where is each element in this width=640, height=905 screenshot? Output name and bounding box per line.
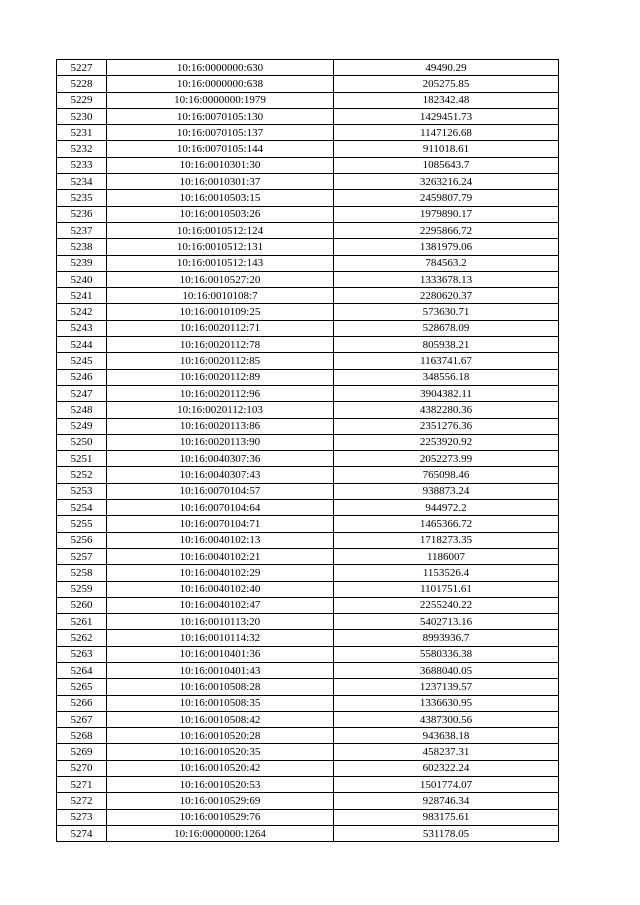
value-cell: 458237.31: [334, 744, 559, 760]
value-cell: 1381979.06: [334, 239, 559, 255]
row-number-cell: 5230: [57, 108, 107, 124]
value-cell: 5580336.38: [334, 646, 559, 662]
value-cell: 1465366.72: [334, 516, 559, 532]
table-row: [57, 565, 559, 581]
cadastral-number-cell: 10:16:0010113:20: [107, 614, 334, 630]
row-number-cell: 5227: [57, 60, 107, 76]
cadastral-number-cell: 10:16:0010520:53: [107, 777, 334, 793]
row-number-cell: 5256: [57, 532, 107, 548]
cadastral-number-cell: 10:16:0020112:71: [107, 320, 334, 336]
table-row: [57, 369, 559, 385]
cadastral-number-cell: 10:16:0040307:36: [107, 451, 334, 467]
value-cell: 1085643.7: [334, 157, 559, 173]
table-row: [57, 500, 559, 516]
table-row: [57, 222, 559, 238]
cadastral-number-cell: 10:16:0040102:47: [107, 597, 334, 613]
value-cell: 1718273.35: [334, 532, 559, 548]
table-row: [57, 597, 559, 613]
table-row: [57, 532, 559, 548]
row-number-cell: 5272: [57, 793, 107, 809]
row-number-cell: 5257: [57, 548, 107, 564]
table-row: [57, 271, 559, 287]
value-cell: 1186007: [334, 548, 559, 564]
table-row: [57, 646, 559, 662]
table-row: [57, 108, 559, 124]
table-row: [57, 60, 559, 76]
value-cell: 1237139.57: [334, 679, 559, 695]
value-cell: 3263216.24: [334, 174, 559, 190]
row-number-cell: 5260: [57, 597, 107, 613]
table-row: [57, 679, 559, 695]
cadastral-number-cell: 10:16:0010520:28: [107, 728, 334, 744]
cadastral-number-cell: 10:16:0040102:40: [107, 581, 334, 597]
row-number-cell: 5235: [57, 190, 107, 206]
cadastral-number-cell: 10:16:0000000:1264: [107, 825, 334, 841]
value-cell: 938873.24: [334, 483, 559, 499]
row-number-cell: 5270: [57, 760, 107, 776]
row-number-cell: 5240: [57, 271, 107, 287]
table-row: [57, 483, 559, 499]
table-row: [57, 288, 559, 304]
value-cell: 573630.71: [334, 304, 559, 320]
table-row: [57, 777, 559, 793]
row-number-cell: 5261: [57, 614, 107, 630]
value-cell: 531178.05: [334, 825, 559, 841]
row-number-cell: 5242: [57, 304, 107, 320]
table-row: [57, 76, 559, 92]
value-cell: 1101751.61: [334, 581, 559, 597]
table-row: [57, 516, 559, 532]
row-number-cell: 5247: [57, 385, 107, 401]
value-cell: 1979890.17: [334, 206, 559, 222]
row-number-cell: 5249: [57, 418, 107, 434]
cadastral-number-cell: 10:16:0020112:89: [107, 369, 334, 385]
value-cell: 1429451.73: [334, 108, 559, 124]
row-number-cell: 5248: [57, 402, 107, 418]
value-cell: 2459807.79: [334, 190, 559, 206]
row-number-cell: 5255: [57, 516, 107, 532]
table-row: [57, 825, 559, 841]
row-number-cell: 5245: [57, 353, 107, 369]
cadastral-number-cell: 10:16:0020112:85: [107, 353, 334, 369]
value-cell: 805938.21: [334, 337, 559, 353]
value-cell: 1333678.13: [334, 271, 559, 287]
value-cell: 784563.2: [334, 255, 559, 271]
table-row: [57, 402, 559, 418]
cadastral-number-cell: 10:16:0020113:86: [107, 418, 334, 434]
table-row: [57, 125, 559, 141]
cadastral-number-cell: 10:16:0010301:30: [107, 157, 334, 173]
row-number-cell: 5234: [57, 174, 107, 190]
row-number-cell: 5274: [57, 825, 107, 841]
value-cell: 4382280.36: [334, 402, 559, 418]
row-number-cell: 5268: [57, 728, 107, 744]
value-cell: 8993936.7: [334, 630, 559, 646]
cadastral-number-cell: 10:16:0010401:43: [107, 662, 334, 678]
value-cell: 49490.29: [334, 60, 559, 76]
table-row: [57, 711, 559, 727]
table-row: [57, 304, 559, 320]
cadastral-number-cell: 10:16:0010109:25: [107, 304, 334, 320]
value-cell: 205275.85: [334, 76, 559, 92]
table-row: [57, 320, 559, 336]
cadastral-number-cell: 10:16:0010529:76: [107, 809, 334, 825]
value-cell: 3688040.05: [334, 662, 559, 678]
cadastral-number-cell: 10:16:0010301:37: [107, 174, 334, 190]
table-row: [57, 451, 559, 467]
value-cell: 348556.18: [334, 369, 559, 385]
row-number-cell: 5269: [57, 744, 107, 760]
table-row: [57, 614, 559, 630]
value-cell: 911018.61: [334, 141, 559, 157]
cadastral-number-cell: 10:16:0020112:78: [107, 337, 334, 353]
table-row: [57, 385, 559, 401]
table-row: [57, 141, 559, 157]
table-row: [57, 548, 559, 564]
value-cell: 1501774.07: [334, 777, 559, 793]
value-cell: 2255240.22: [334, 597, 559, 613]
cadastral-number-cell: 10:16:0040102:13: [107, 532, 334, 548]
table-row: [57, 581, 559, 597]
cadastral-number-cell: 10:16:0020113:90: [107, 434, 334, 450]
cadastral-number-cell: 10:16:0010503:15: [107, 190, 334, 206]
row-number-cell: 5263: [57, 646, 107, 662]
table-row: [57, 630, 559, 646]
cadastral-number-cell: 10:16:0000000:1979: [107, 92, 334, 108]
value-cell: 4387300.56: [334, 711, 559, 727]
value-cell: 983175.61: [334, 809, 559, 825]
row-number-cell: 5236: [57, 206, 107, 222]
table-row: [57, 239, 559, 255]
row-number-cell: 5244: [57, 337, 107, 353]
row-number-cell: 5243: [57, 320, 107, 336]
table-row: [57, 190, 559, 206]
row-number-cell: 5254: [57, 500, 107, 516]
table-row: [57, 695, 559, 711]
cadastral-number-cell: 10:16:0010520:35: [107, 744, 334, 760]
cadastral-number-cell: 10:16:0010508:35: [107, 695, 334, 711]
cadastral-number-cell: 10:16:0040102:29: [107, 565, 334, 581]
row-number-cell: 5229: [57, 92, 107, 108]
row-number-cell: 5265: [57, 679, 107, 695]
table-row: [57, 418, 559, 434]
value-cell: 2295866.72: [334, 222, 559, 238]
value-cell: 2351276.36: [334, 418, 559, 434]
row-number-cell: 5258: [57, 565, 107, 581]
table-row: [57, 157, 559, 173]
cadastral-number-cell: 10:16:0010512:143: [107, 255, 334, 271]
cadastral-number-cell: 10:16:0070104:64: [107, 500, 334, 516]
row-number-cell: 5241: [57, 288, 107, 304]
cadastral-number-cell: 10:16:0010401:36: [107, 646, 334, 662]
row-number-cell: 5266: [57, 695, 107, 711]
cadastral-number-cell: 10:16:0020112:96: [107, 385, 334, 401]
table-row: [57, 206, 559, 222]
row-number-cell: 5239: [57, 255, 107, 271]
value-cell: 3904382.11: [334, 385, 559, 401]
value-cell: 528678.09: [334, 320, 559, 336]
cadastral-number-cell: 10:16:0010508:42: [107, 711, 334, 727]
cadastral-number-cell: 10:16:0040307:43: [107, 467, 334, 483]
row-number-cell: 5231: [57, 125, 107, 141]
row-number-cell: 5267: [57, 711, 107, 727]
value-cell: 1147126.68: [334, 125, 559, 141]
cadastral-number-cell: 10:16:0020112:103: [107, 402, 334, 418]
cadastral-number-cell: 10:16:0010108:7: [107, 288, 334, 304]
cadastral-number-cell: 10:16:0070105:130: [107, 108, 334, 124]
value-cell: 943638.18: [334, 728, 559, 744]
value-cell: 928746.34: [334, 793, 559, 809]
row-number-cell: 5250: [57, 434, 107, 450]
table-row: [57, 255, 559, 271]
cadastral-number-cell: 10:16:0000000:638: [107, 76, 334, 92]
cadastral-number-cell: 10:16:0040102:21: [107, 548, 334, 564]
value-cell: 602322.24: [334, 760, 559, 776]
table-row: [57, 467, 559, 483]
table-row: [57, 809, 559, 825]
cadastral-number-cell: 10:16:0010114:32: [107, 630, 334, 646]
row-number-cell: 5251: [57, 451, 107, 467]
table-row: [57, 793, 559, 809]
cadastral-number-cell: 10:16:0070104:57: [107, 483, 334, 499]
value-cell: 2253920.92: [334, 434, 559, 450]
table-row: [57, 662, 559, 678]
cadastral-number-cell: 10:16:0070105:137: [107, 125, 334, 141]
cadastral-number-cell: 10:16:0010527:20: [107, 271, 334, 287]
table-row: [57, 92, 559, 108]
table-row: [57, 728, 559, 744]
row-number-cell: 5259: [57, 581, 107, 597]
table-row: [57, 760, 559, 776]
value-cell: 765098.46: [334, 467, 559, 483]
table-body: [57, 60, 559, 842]
row-number-cell: 5233: [57, 157, 107, 173]
value-cell: 944972.2: [334, 500, 559, 516]
row-number-cell: 5237: [57, 222, 107, 238]
cadastral-number-cell: 10:16:0010512:124: [107, 222, 334, 238]
value-cell: 2052273.99: [334, 451, 559, 467]
value-cell: 1163741.67: [334, 353, 559, 369]
row-number-cell: 5271: [57, 777, 107, 793]
row-number-cell: 5252: [57, 467, 107, 483]
table-row: [57, 353, 559, 369]
cadastral-number-cell: 10:16:0070104:71: [107, 516, 334, 532]
cadastral-number-cell: 10:16:0070105:144: [107, 141, 334, 157]
row-number-cell: 5264: [57, 662, 107, 678]
cadastral-number-cell: 10:16:0010512:131: [107, 239, 334, 255]
row-number-cell: 5262: [57, 630, 107, 646]
row-number-cell: 5228: [57, 76, 107, 92]
value-cell: 2280620.37: [334, 288, 559, 304]
row-number-cell: 5246: [57, 369, 107, 385]
value-cell: 1153526.4: [334, 565, 559, 581]
cadastral-number-cell: 10:16:0010520:42: [107, 760, 334, 776]
table-row: [57, 174, 559, 190]
table-row: [57, 744, 559, 760]
data-table: [56, 59, 559, 842]
table-row: [57, 434, 559, 450]
cadastral-number-cell: 10:16:0000000:630: [107, 60, 334, 76]
value-cell: 1336630.95: [334, 695, 559, 711]
row-number-cell: 5273: [57, 809, 107, 825]
table-row: [57, 337, 559, 353]
row-number-cell: 5253: [57, 483, 107, 499]
cadastral-number-cell: 10:16:0010503:26: [107, 206, 334, 222]
value-cell: 182342.48: [334, 92, 559, 108]
row-number-cell: 5232: [57, 141, 107, 157]
value-cell: 5402713.16: [334, 614, 559, 630]
cadastral-number-cell: 10:16:0010529:69: [107, 793, 334, 809]
row-number-cell: 5238: [57, 239, 107, 255]
cadastral-number-cell: 10:16:0010508:28: [107, 679, 334, 695]
